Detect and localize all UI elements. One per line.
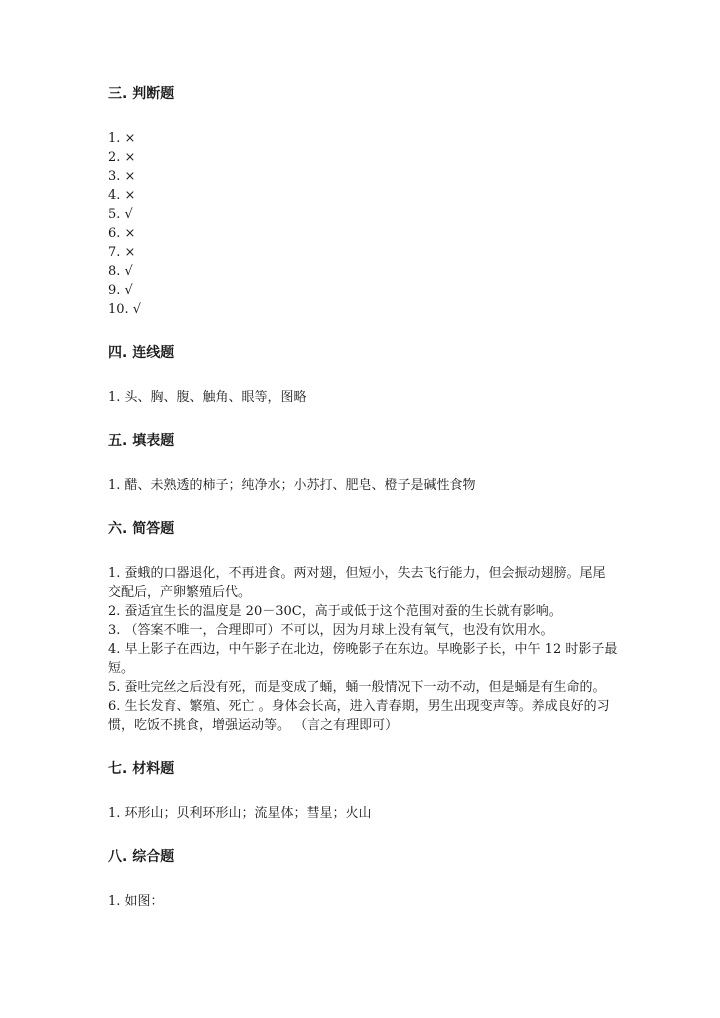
section-material [108, 759, 618, 823]
list-item: 7. × [108, 245, 136, 260]
section-title: 七. 材料题 [108, 761, 175, 777]
section-comprehensive [108, 847, 618, 911]
section-title: 五. 填表题 [108, 433, 175, 449]
section-matching [108, 343, 618, 407]
section-judgement [108, 84, 618, 319]
answer-text: 1. 蚕蛾的口器退化，不再进食。两对翅，但短小，失去飞行能力，但会振动翅膀。尾尾交配后，产卵繁殖后代。 [108, 566, 606, 600]
answer-text: 6. 生长发育、繁殖、死亡 。身体会长高，进入青春期，男生出现变声等。养成良好的习惯，吃饭不挑食，增强运动等。 （言之有理即可） [108, 699, 610, 733]
section-title: 八. 综合题 [108, 849, 175, 865]
list-item: 2. × [108, 150, 136, 165]
section-title: 三. 判断题 [108, 86, 175, 102]
answer-text: 1. 头、胸、腹、触角、眼等，图略 [108, 390, 307, 405]
list-item: 1. × [108, 131, 136, 146]
section-title: 四. 连线题 [108, 345, 175, 361]
answer-text: 1. 环形山；贝利环形山；流星体；彗星；火山 [108, 806, 372, 821]
list-item: 6. × [108, 226, 136, 241]
answer-text: 4. 早上影子在西边，中午影子在北边，傍晚影子在东边。早晚影子长，中午 12 时影子最短。 [108, 642, 618, 676]
list-item: 9. √ [108, 283, 133, 298]
answer-text: 3. （答案不唯一，合理即可）不可以，因为月球上没有氧气，也没有饮用水。 [108, 623, 554, 638]
answer-text: 1. 醋、未熟透的柿子；纯净水；小苏打、肥皂、橙子是碱性食物 [108, 478, 476, 493]
answer-text: 1. 如图： [108, 894, 164, 909]
answer-content [108, 84, 618, 911]
section-table-fill [108, 431, 618, 495]
list-item: 8. √ [108, 264, 133, 279]
judgement-answer-list [108, 129, 618, 319]
list-item: 4. × [108, 188, 136, 203]
list-item: 5. √ [108, 207, 133, 222]
answer-text: 5. 蚕吐完丝之后没有死，而是变成了蛹，蛹一般情况下一动不动，但是蛹是有生命的。 [108, 680, 606, 695]
section-title: 六. 简答题 [108, 521, 175, 537]
list-item: 10. √ [108, 302, 142, 317]
section-short-answer [108, 519, 618, 735]
list-item: 3. × [108, 169, 136, 184]
answer-text: 2. 蚕适宜生长的温度是 20－30C，高于或低于这个范围对蚕的生长就有影响。 [108, 604, 562, 619]
